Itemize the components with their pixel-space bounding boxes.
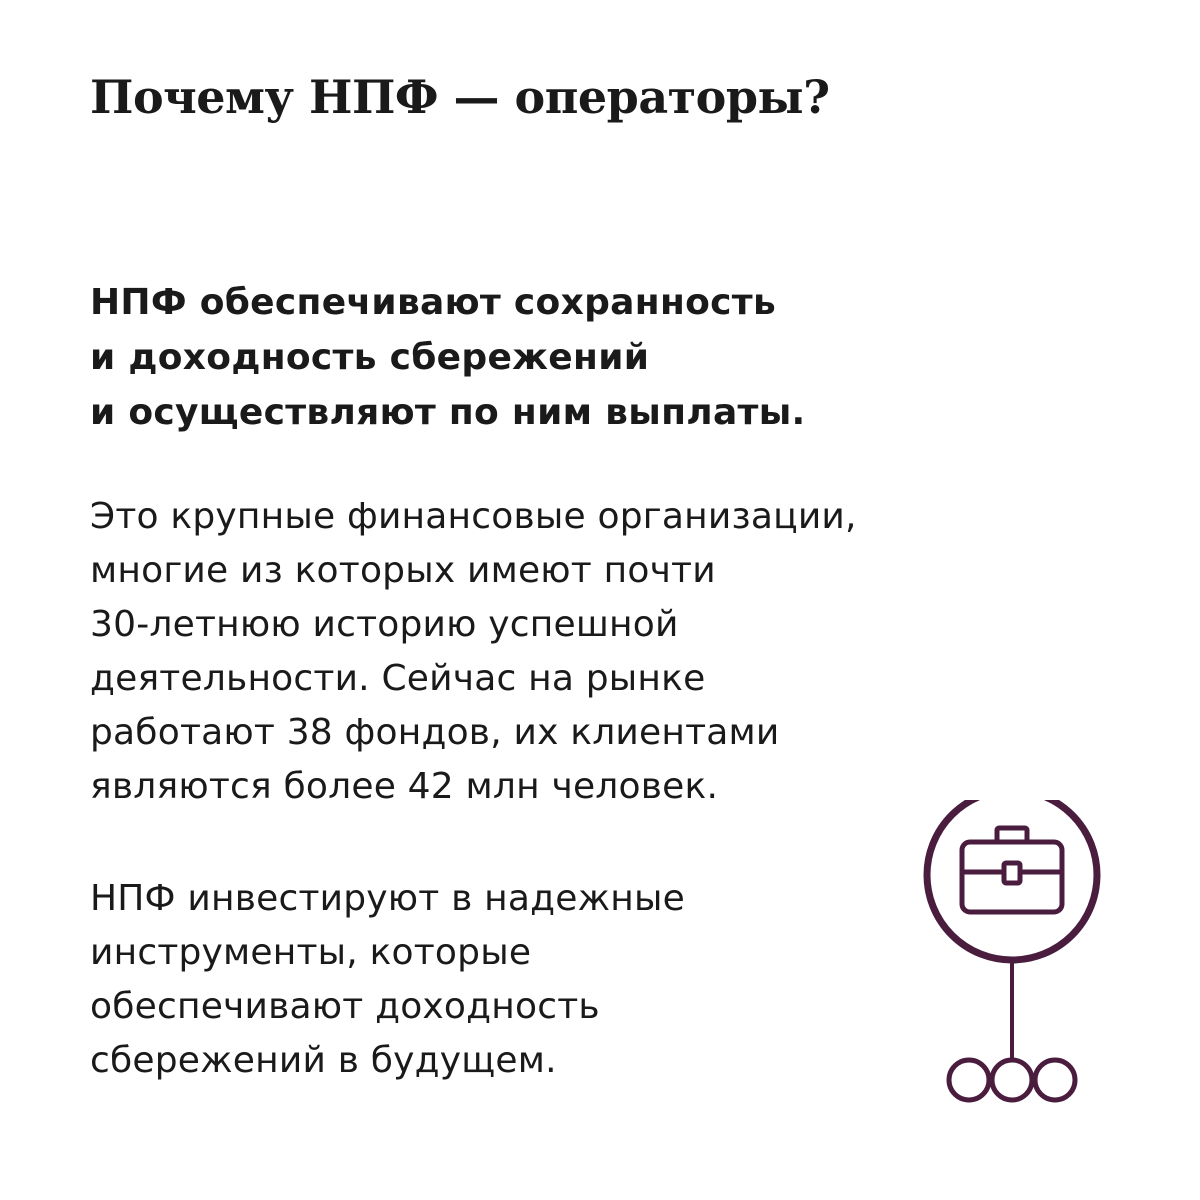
paragraph-line: являются более 42 млн человек.	[90, 766, 719, 807]
page-title: Почему НПФ — операторы?	[90, 70, 830, 124]
network-node-left	[949, 1060, 989, 1100]
network-node-center	[992, 1060, 1032, 1100]
lead-paragraph	[90, 275, 1090, 440]
paragraph-line: обеспечивают доходность	[90, 986, 600, 1027]
network-node-right	[1035, 1060, 1075, 1100]
paragraph-line: НПФ инвестируют в надежные	[90, 878, 685, 919]
lead-line: и осуществляют по ним выплаты.	[90, 392, 806, 433]
briefcase-network-icon	[912, 800, 1112, 1120]
lead-line: НПФ обеспечивают сохранность	[90, 282, 777, 323]
paragraph-line: инструменты, которые	[90, 932, 532, 973]
paragraph-line: сбережений в будущем.	[90, 1040, 557, 1081]
lead-line: и доходность сбережений	[90, 337, 650, 378]
paragraph-line: многие из которых имеют почти	[90, 550, 716, 591]
paragraph-line: деятельности. Сейчас на рынке	[90, 658, 706, 699]
body-paragraph-organizations	[90, 490, 1090, 814]
paragraph-line: работают 38 фондов, их клиентами	[90, 712, 780, 753]
paragraph-line: Это крупные финансовые организации,	[90, 496, 857, 537]
paragraph-line: 30-летнюю историю успешной	[90, 604, 679, 645]
briefcase-clasp	[1004, 863, 1020, 883]
